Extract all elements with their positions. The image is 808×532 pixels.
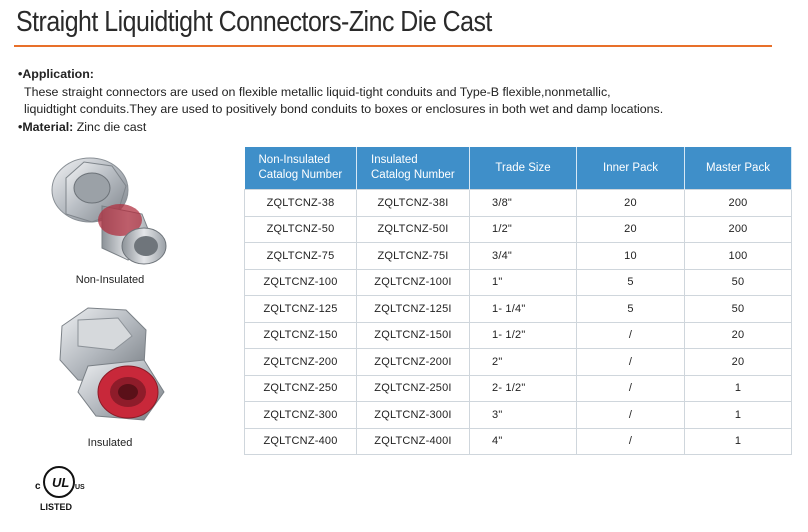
cell-inner-pack: 5 [577,269,685,296]
cell-non-insulated: ZQLTCNZ-125 [245,296,357,323]
application-line-1: These straight connectors are used on flexible metallic liquid-tight conduits and Type-B flexible,nonmetallic, [24,84,611,99]
cell-insulated: ZQLTCNZ-300I [357,402,470,429]
cell-inner-pack: 20 [577,190,685,217]
cell-master-pack: 1 [685,402,792,429]
ul-mark-text: UL [52,475,70,490]
table-row [245,375,792,402]
table-header-row [245,147,792,190]
cell-trade-size: 3" [470,402,577,429]
cell-trade-size: 3/8" [470,190,577,217]
cell-trade-size: 1/2" [470,216,577,243]
ul-listed-logo [28,462,90,519]
cell-master-pack: 1 [685,428,792,455]
cell-non-insulated: ZQLTCNZ-100 [245,269,357,296]
header-insulated: Insulated Catalog Number [357,147,470,190]
cell-insulated: ZQLTCNZ-100I [357,269,470,296]
insulated-connector-image [48,296,178,426]
non-insulated-connector-image [42,148,182,270]
cell-insulated: ZQLTCNZ-125I [357,296,470,323]
cell-insulated: ZQLTCNZ-400I [357,428,470,455]
cell-insulated: ZQLTCNZ-250I [357,375,470,402]
table-row [245,269,792,296]
material-label: •Material: [18,119,74,134]
cell-master-pack: 20 [685,349,792,376]
table-row [245,402,792,429]
page-title: Straight Liquidtight Connectors-Zinc Die Cast [16,6,492,38]
table-row [245,216,792,243]
cell-insulated: ZQLTCNZ-150I [357,322,470,349]
cell-non-insulated: ZQLTCNZ-200 [245,349,357,376]
application-line-2: liquidtight conduits.They are used to positively bond conduits to boxes or enclosures in both wet and damp locations. [24,102,664,116]
header-master-pack: Master Pack [685,147,792,190]
ul-us-text: US [75,484,85,491]
table-row [245,349,792,376]
table-row [245,243,792,270]
cell-insulated: ZQLTCNZ-75I [357,243,470,270]
cell-inner-pack: / [577,428,685,455]
table-row [245,428,792,455]
cell-non-insulated: ZQLTCNZ-50 [245,216,357,243]
cell-non-insulated: ZQLTCNZ-250 [245,375,357,402]
cell-inner-pack: / [577,402,685,429]
cell-inner-pack: / [577,349,685,376]
cell-insulated: ZQLTCNZ-50I [357,216,470,243]
material-value: Zinc die cast [73,119,147,134]
material-line [18,119,788,137]
cell-master-pack: 50 [685,296,792,323]
cell-non-insulated: ZQLTCNZ-300 [245,402,357,429]
cell-trade-size: 2" [470,349,577,376]
cell-trade-size: 4" [470,428,577,455]
cell-non-insulated: ZQLTCNZ-400 [245,428,357,455]
non-insulated-caption: Non-Insulated [75,274,145,286]
cell-non-insulated: ZQLTCNZ-75 [245,243,357,270]
cell-inner-pack: / [577,375,685,402]
description-block [18,66,788,136]
cell-inner-pack: 20 [577,216,685,243]
cell-trade-size: 1- 1/4" [470,296,577,323]
cell-non-insulated: ZQLTCNZ-150 [245,322,357,349]
cell-inner-pack: 5 [577,296,685,323]
header-non-insulated: Non-Insulated Catalog Number [245,147,357,190]
ul-c-text: c [35,481,41,492]
table-row [245,322,792,349]
header-inner-pack: Inner Pack [577,147,685,190]
cell-master-pack: 200 [685,190,792,217]
spec-table [244,147,792,455]
cell-trade-size: 3/4" [470,243,577,270]
cell-inner-pack: / [577,322,685,349]
table-row [245,296,792,323]
application-heading: •Application: [18,67,94,81]
cell-master-pack: 200 [685,216,792,243]
insulated-caption: Insulated [87,437,133,449]
table-row [245,190,792,217]
cell-master-pack: 1 [685,375,792,402]
cell-insulated: ZQLTCNZ-38I [357,190,470,217]
cell-master-pack: 100 [685,243,792,270]
header-trade-size: Trade Size [470,147,577,190]
cell-trade-size: 1" [470,269,577,296]
cell-non-insulated: ZQLTCNZ-38 [245,190,357,217]
title-divider [14,45,772,47]
cell-master-pack: 20 [685,322,792,349]
ul-listed-text: LISTED [40,502,73,512]
cell-inner-pack: 10 [577,243,685,270]
cell-master-pack: 50 [685,269,792,296]
cell-trade-size: 1- 1/2" [470,322,577,349]
cell-insulated: ZQLTCNZ-200I [357,349,470,376]
cell-trade-size: 2- 1/2" [470,375,577,402]
